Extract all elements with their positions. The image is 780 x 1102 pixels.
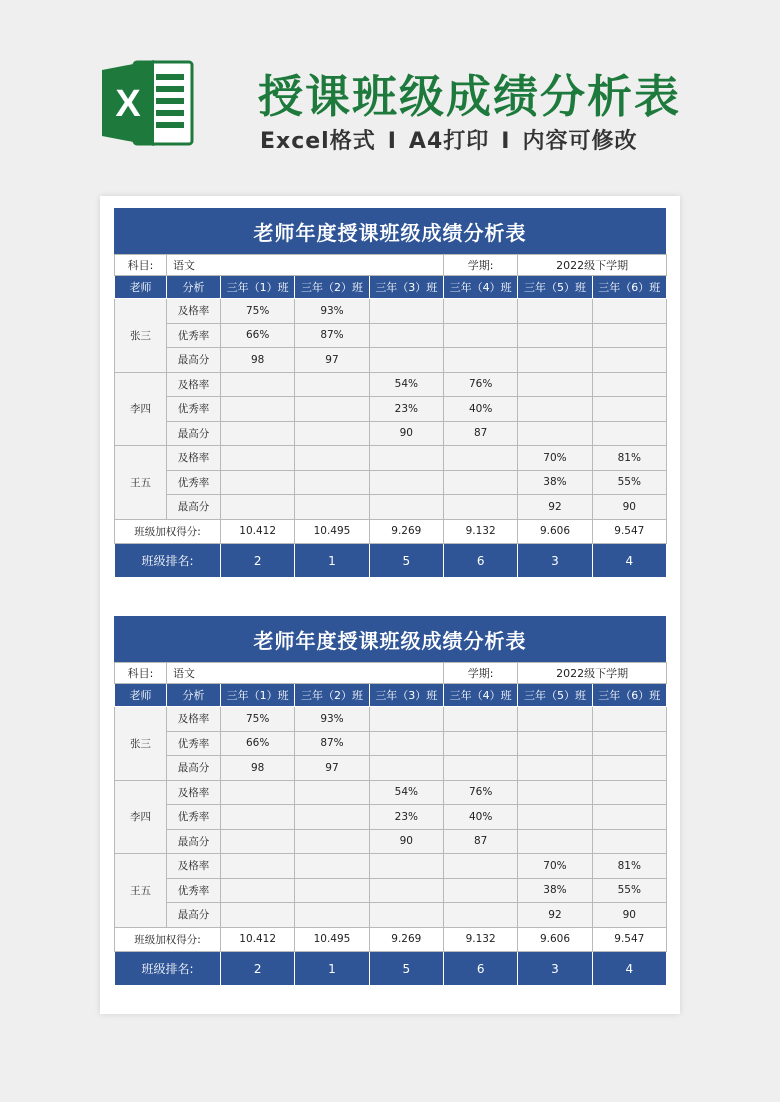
score-cell[interactable] (443, 299, 517, 324)
score-cell[interactable] (592, 707, 666, 732)
table-row (115, 756, 667, 781)
score-cell[interactable] (443, 731, 517, 756)
weighted-score-cell[interactable]: 10.495 (295, 519, 369, 544)
rank-label: 班级排名: (115, 544, 221, 578)
score-cell[interactable] (369, 299, 443, 324)
sheet-title: 老师年度授课班级成绩分析表 (114, 208, 666, 254)
subject-value[interactable]: 语文 (167, 255, 444, 276)
score-cell[interactable]: 66% (221, 731, 295, 756)
score-cell[interactable] (443, 903, 517, 928)
score-table (114, 254, 667, 578)
weighted-score-cell[interactable]: 9.269 (369, 519, 443, 544)
score-cell[interactable]: 23% (369, 397, 443, 422)
page-title: 授课班级成绩分析表 (258, 70, 682, 123)
score-cell[interactable] (518, 707, 592, 732)
metric-label: 最高分 (167, 348, 221, 373)
score-cell[interactable]: 76% (443, 372, 517, 397)
table-row (115, 397, 667, 422)
score-cell[interactable] (443, 323, 517, 348)
subtitle-separator: I (501, 129, 511, 154)
weighted-score-cell[interactable]: 10.412 (221, 927, 295, 952)
score-cell[interactable]: 87% (295, 323, 369, 348)
score-cell[interactable] (443, 446, 517, 471)
score-cell[interactable]: 90 (592, 495, 666, 520)
table-row (115, 903, 667, 928)
table-row (115, 829, 667, 854)
score-cell[interactable] (369, 446, 443, 471)
score-cell[interactable] (518, 780, 592, 805)
col-header-class: 三年（6）班 (592, 684, 666, 707)
weighted-score-cell[interactable]: 10.412 (221, 519, 295, 544)
col-header-class: 三年（1）班 (221, 276, 295, 299)
weighted-score-cell[interactable]: 9.606 (518, 519, 592, 544)
score-cell[interactable] (221, 470, 295, 495)
weighted-score-label: 班级加权得分: (115, 927, 221, 952)
rank-cell[interactable]: 6 (443, 544, 517, 578)
teacher-name[interactable]: 张三 (115, 299, 167, 373)
rank-cell[interactable]: 4 (592, 952, 666, 986)
logo-letter: X (115, 83, 141, 125)
col-header-class: 三年（6）班 (592, 276, 666, 299)
score-cell[interactable] (369, 878, 443, 903)
metric-label: 优秀率 (167, 397, 221, 422)
metric-label: 最高分 (167, 495, 221, 520)
teacher-name[interactable]: 王五 (115, 446, 167, 520)
table-row (115, 446, 667, 471)
score-cell[interactable] (369, 903, 443, 928)
score-cell[interactable] (592, 397, 666, 422)
rank-cell[interactable]: 4 (592, 544, 666, 578)
weighted-score-row (115, 927, 667, 952)
score-cell[interactable] (221, 372, 295, 397)
rank-cell[interactable]: 1 (295, 544, 369, 578)
score-cell[interactable]: 92 (518, 495, 592, 520)
info-row (115, 663, 667, 684)
rank-cell[interactable]: 2 (221, 952, 295, 986)
metric-label: 及格率 (167, 446, 221, 471)
score-cell[interactable] (221, 854, 295, 879)
score-cell[interactable] (295, 470, 369, 495)
weighted-score-cell[interactable]: 9.547 (592, 927, 666, 952)
score-cell[interactable]: 38% (518, 878, 592, 903)
score-cell[interactable] (221, 780, 295, 805)
score-cell[interactable] (518, 421, 592, 446)
score-cell[interactable] (443, 756, 517, 781)
metric-label: 最高分 (167, 903, 221, 928)
weighted-score-cell[interactable]: 9.269 (369, 927, 443, 952)
score-cell[interactable] (221, 878, 295, 903)
col-header-class: 三年（1）班 (221, 684, 295, 707)
paper (100, 196, 680, 1014)
score-sheet (114, 208, 666, 578)
score-cell[interactable] (295, 495, 369, 520)
score-cell[interactable] (369, 470, 443, 495)
score-cell[interactable]: 98 (221, 348, 295, 373)
table-row (115, 878, 667, 903)
col-header-class: 三年（5）班 (518, 276, 592, 299)
score-cell[interactable]: 87 (443, 421, 517, 446)
score-cell[interactable]: 55% (592, 878, 666, 903)
score-cell[interactable]: 81% (592, 854, 666, 879)
score-cell[interactable] (369, 756, 443, 781)
score-cell[interactable]: 75% (221, 299, 295, 324)
rank-cell[interactable]: 3 (518, 952, 592, 986)
score-cell[interactable]: 23% (369, 805, 443, 830)
table-row (115, 854, 667, 879)
metric-label: 最高分 (167, 421, 221, 446)
header-row (115, 684, 667, 707)
score-cell[interactable]: 87% (295, 731, 369, 756)
metric-label: 优秀率 (167, 805, 221, 830)
subtitle-separator: I (387, 129, 397, 154)
excel-logo-icon (100, 56, 196, 150)
score-cell[interactable]: 90 (369, 829, 443, 854)
subtitle-part: A4打印 (408, 129, 490, 154)
score-cell[interactable] (369, 707, 443, 732)
col-header-class: 三年（3）班 (369, 276, 443, 299)
metric-label: 优秀率 (167, 731, 221, 756)
table-row (115, 707, 667, 732)
score-cell[interactable] (295, 878, 369, 903)
score-cell[interactable]: 92 (518, 903, 592, 928)
score-cell[interactable]: 70% (518, 854, 592, 879)
score-cell[interactable] (592, 756, 666, 781)
score-cell[interactable] (221, 805, 295, 830)
score-cell[interactable] (592, 731, 666, 756)
col-header-class: 三年（2）班 (295, 276, 369, 299)
score-cell[interactable] (518, 299, 592, 324)
score-cell[interactable]: 81% (592, 446, 666, 471)
table-row (115, 495, 667, 520)
col-header-analysis: 分析 (167, 684, 221, 707)
metric-label: 优秀率 (167, 878, 221, 903)
subject-label: 科目: (115, 255, 167, 276)
teacher-name[interactable]: 李四 (115, 372, 167, 446)
score-cell[interactable] (295, 372, 369, 397)
score-cell[interactable] (221, 495, 295, 520)
rank-cell[interactable]: 3 (518, 544, 592, 578)
col-header-class: 三年（4）班 (443, 684, 517, 707)
score-cell[interactable]: 87 (443, 829, 517, 854)
score-cell[interactable] (518, 372, 592, 397)
score-cell[interactable] (518, 805, 592, 830)
weighted-score-cell[interactable]: 10.495 (295, 927, 369, 952)
score-cell[interactable] (443, 495, 517, 520)
metric-label: 最高分 (167, 829, 221, 854)
weighted-score-cell[interactable]: 9.606 (518, 927, 592, 952)
teacher-name[interactable]: 王五 (115, 854, 167, 928)
score-cell[interactable] (295, 421, 369, 446)
col-header-teacher: 老师 (115, 684, 167, 707)
table-row (115, 299, 667, 324)
table-row (115, 421, 667, 446)
score-cell[interactable]: 40% (443, 397, 517, 422)
teacher-name[interactable]: 张三 (115, 707, 167, 781)
rank-row (115, 544, 667, 578)
score-cell[interactable]: 40% (443, 805, 517, 830)
score-cell[interactable]: 98 (221, 756, 295, 781)
score-cell[interactable]: 38% (518, 470, 592, 495)
score-cell[interactable] (518, 397, 592, 422)
score-cell[interactable]: 75% (221, 707, 295, 732)
score-cell[interactable]: 54% (369, 780, 443, 805)
score-cell[interactable] (295, 780, 369, 805)
col-header-class: 三年（2）班 (295, 684, 369, 707)
score-cell[interactable] (592, 829, 666, 854)
metric-label: 及格率 (167, 372, 221, 397)
score-cell[interactable] (221, 397, 295, 422)
score-cell[interactable] (592, 348, 666, 373)
score-cell[interactable] (592, 421, 666, 446)
score-cell[interactable] (221, 446, 295, 471)
info-row (115, 255, 667, 276)
score-cell[interactable]: 70% (518, 446, 592, 471)
score-cell[interactable] (518, 731, 592, 756)
metric-label: 优秀率 (167, 323, 221, 348)
score-cell[interactable] (295, 805, 369, 830)
score-cell[interactable]: 90 (369, 421, 443, 446)
term-label: 学期: (443, 663, 517, 684)
col-header-teacher: 老师 (115, 276, 167, 299)
sheet-title: 老师年度授课班级成绩分析表 (114, 616, 666, 662)
score-cell[interactable] (592, 323, 666, 348)
score-cell[interactable]: 93% (295, 299, 369, 324)
table-row (115, 731, 667, 756)
table-row (115, 470, 667, 495)
col-header-class: 三年（4）班 (443, 276, 517, 299)
score-cell[interactable]: 66% (221, 323, 295, 348)
score-cell[interactable] (443, 854, 517, 879)
score-cell[interactable] (295, 829, 369, 854)
term-label: 学期: (443, 255, 517, 276)
score-cell[interactable]: 97 (295, 348, 369, 373)
score-cell[interactable] (369, 323, 443, 348)
header-row (115, 276, 667, 299)
col-header-class: 三年（5）班 (518, 684, 592, 707)
score-cell[interactable] (592, 780, 666, 805)
table-row (115, 323, 667, 348)
rank-cell[interactable]: 1 (295, 952, 369, 986)
score-cell[interactable] (295, 854, 369, 879)
col-header-analysis: 分析 (167, 276, 221, 299)
rank-row (115, 952, 667, 986)
score-cell[interactable] (518, 829, 592, 854)
rank-cell[interactable]: 5 (369, 544, 443, 578)
score-cell[interactable] (221, 903, 295, 928)
score-cell[interactable] (369, 854, 443, 879)
score-cell[interactable]: 76% (443, 780, 517, 805)
teacher-name[interactable]: 李四 (115, 780, 167, 854)
subject-label: 科目: (115, 663, 167, 684)
subtitle-part: 内容可修改 (522, 129, 638, 154)
score-cell[interactable] (592, 372, 666, 397)
subtitle (260, 124, 637, 155)
score-cell[interactable] (592, 805, 666, 830)
term-value[interactable]: 2022级下学期 (518, 255, 667, 276)
score-cell[interactable] (518, 348, 592, 373)
table-row (115, 348, 667, 373)
rank-cell[interactable]: 6 (443, 952, 517, 986)
score-cell[interactable] (369, 348, 443, 373)
score-cell[interactable] (518, 756, 592, 781)
weighted-score-cell[interactable]: 9.132 (443, 519, 517, 544)
metric-label: 及格率 (167, 299, 221, 324)
score-cell[interactable]: 54% (369, 372, 443, 397)
metric-label: 及格率 (167, 707, 221, 732)
score-cell[interactable]: 97 (295, 756, 369, 781)
metric-label: 及格率 (167, 854, 221, 879)
score-cell[interactable] (369, 495, 443, 520)
table-row (115, 805, 667, 830)
metric-label: 及格率 (167, 780, 221, 805)
score-cell[interactable]: 90 (592, 903, 666, 928)
weighted-score-cell[interactable]: 9.132 (443, 927, 517, 952)
subject-value[interactable]: 语文 (167, 663, 444, 684)
col-header-class: 三年（3）班 (369, 684, 443, 707)
weighted-score-row (115, 519, 667, 544)
rank-cell[interactable]: 2 (221, 544, 295, 578)
rank-cell[interactable]: 5 (369, 952, 443, 986)
metric-label: 最高分 (167, 756, 221, 781)
table-row (115, 780, 667, 805)
score-cell[interactable] (443, 470, 517, 495)
score-cell[interactable] (369, 731, 443, 756)
table-row (115, 372, 667, 397)
score-cell[interactable] (295, 446, 369, 471)
score-cell[interactable] (518, 323, 592, 348)
score-cell[interactable] (221, 421, 295, 446)
metric-label: 优秀率 (167, 470, 221, 495)
score-cell[interactable] (221, 829, 295, 854)
score-cell[interactable] (443, 707, 517, 732)
score-table (114, 662, 667, 986)
score-cell[interactable] (592, 299, 666, 324)
score-sheet (114, 616, 666, 986)
score-cell[interactable] (295, 903, 369, 928)
score-cell[interactable] (443, 348, 517, 373)
score-cell[interactable]: 55% (592, 470, 666, 495)
rank-label: 班级排名: (115, 952, 221, 986)
score-cell[interactable] (295, 397, 369, 422)
subtitle-part: Excel格式 (260, 129, 376, 154)
term-value[interactable]: 2022级下学期 (518, 663, 667, 684)
weighted-score-label: 班级加权得分: (115, 519, 221, 544)
score-cell[interactable] (443, 878, 517, 903)
score-cell[interactable]: 93% (295, 707, 369, 732)
weighted-score-cell[interactable]: 9.547 (592, 519, 666, 544)
